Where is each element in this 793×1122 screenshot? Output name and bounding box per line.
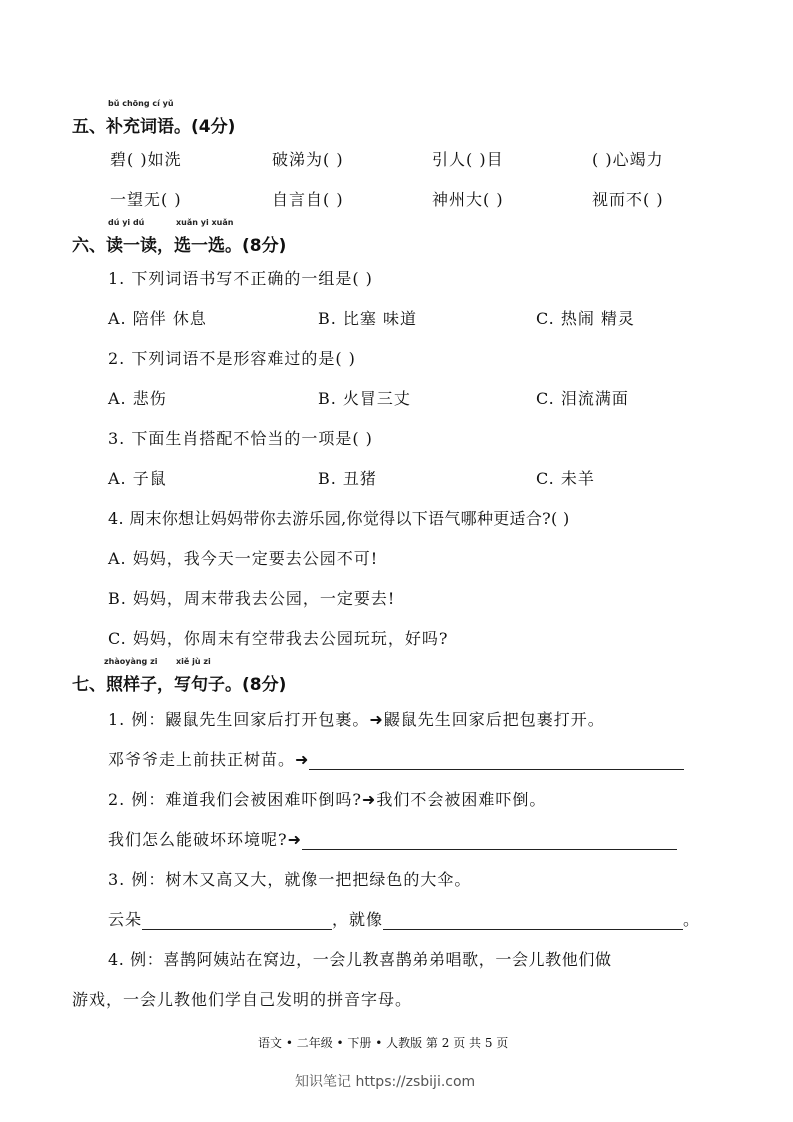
task-3: [108, 907, 700, 930]
title-word: 写句子: [174, 675, 225, 695]
s5-item-5: 一望无( ): [110, 190, 182, 209]
separator: ，: [157, 675, 174, 695]
task-2: [108, 827, 677, 850]
q4-option-a: A. 妈妈，我今天一定要去公园不可!: [108, 549, 379, 568]
q2: 2. 下列词语不是形容难过的是( ): [108, 349, 356, 368]
s5-item-1: 碧( )如洗: [110, 150, 182, 169]
answer-line-3b[interactable]: [383, 915, 683, 930]
title-word-with-pinyin: [174, 657, 225, 695]
q2-option-a: A. 悲伤: [108, 389, 167, 408]
q4-option-c: C. 妈妈，你周末有空带我去公园玩玩，好吗?: [108, 629, 449, 648]
q1-option-a: A. 陪伴 休息: [108, 309, 207, 328]
title-word: 照样子: [106, 675, 157, 695]
title-word-with-pinyin: [174, 218, 234, 256]
page-footer: 语文 • 二年级 • 下册 • 人教版 第 2 页 共 5 页: [258, 1036, 509, 1050]
example-2: 2. 例：难道我们会被困难吓倒吗?➜我们不会被困难吓倒。: [108, 790, 547, 809]
section-number: 七、: [72, 675, 106, 695]
q3-option-a: A. 子鼠: [108, 469, 167, 488]
section-6-title: [72, 218, 287, 256]
title-word: 补充词语: [106, 117, 174, 137]
section-7-title: [72, 657, 287, 695]
s5-item-6: 自言自( ): [272, 190, 344, 209]
task-1: [108, 747, 684, 770]
score: 。(8分): [225, 675, 287, 695]
pinyin: zhàoyàng zi: [104, 657, 158, 666]
task-3-start: 云朵: [108, 910, 143, 929]
answer-line-2[interactable]: [302, 835, 677, 850]
q2-option-b: B. 火冒三丈: [318, 389, 411, 408]
q4: 4. 周末你想让妈妈带你去游乐园,你觉得以下语气哪种更适合?( ): [108, 509, 570, 528]
q1-option-b: B. 比塞 味道: [318, 309, 418, 328]
separator: ，: [157, 236, 174, 256]
title-word-with-pinyin: [106, 99, 174, 137]
pinyin: xuǎn yi xuǎn: [176, 218, 234, 227]
q3-option-b: B. 丑猪: [318, 469, 377, 488]
task-1-prompt: 邓爷爷走上前扶正树苗。➜: [108, 750, 310, 769]
score: 。(4分): [174, 117, 236, 137]
s5-item-3: 引人( )目: [432, 150, 504, 169]
example-3: 3. 例：树木又高又大，就像一把把绿色的大伞。: [108, 870, 472, 889]
example-4-line-1: 4. 例：喜鹊阿姨站在窝边，一会儿教喜鹊弟弟唱歌，一会儿教他们做: [108, 950, 612, 969]
title-word: 选一选: [174, 236, 225, 256]
pinyin: dú yi dú: [108, 218, 145, 227]
task-3-middle: ，就像: [332, 910, 384, 929]
task-3-end: 。: [683, 910, 701, 929]
section-5-title: [72, 99, 236, 137]
score: 。(8分): [225, 236, 287, 256]
answer-line-3a[interactable]: [142, 915, 332, 930]
q1-option-c: C. 热闹 精灵: [536, 309, 635, 328]
answer-line-1[interactable]: [309, 755, 684, 770]
q4-option-b: B. 妈妈，周末带我去公园，一定要去!: [108, 589, 396, 608]
watermark: 知识笔记 https://zsbiji.com: [295, 1074, 476, 1090]
pinyin: xiě jù zi: [176, 657, 211, 666]
task-2-prompt: 我们怎么能破坏环境呢?➜: [108, 830, 302, 849]
example-1: 1. 例：鼹鼠先生回家后打开包裹。➜鼹鼠先生回家后把包裹打开。: [108, 710, 605, 729]
section-number: 五、: [72, 117, 106, 137]
s5-item-4: ( )心竭力: [592, 150, 664, 169]
q3: 3. 下面生肖搭配不恰当的一项是( ): [108, 429, 373, 448]
q1: 1. 下列词语书写不正确的一组是( ): [108, 269, 373, 288]
s5-item-2: 破涕为( ): [272, 150, 344, 169]
title-word-with-pinyin: [104, 657, 158, 695]
q2-option-c: C. 泪流满面: [536, 389, 629, 408]
section-number: 六、: [72, 236, 106, 256]
example-4-line-2: 游戏，一会儿教他们学自己发明的拼音字母。: [72, 990, 413, 1009]
title-word: 读一读: [106, 236, 157, 256]
title-word-with-pinyin: [106, 218, 157, 256]
s5-item-8: 视而不( ): [592, 190, 664, 209]
pinyin: bǔ chōng cí yǔ: [108, 99, 174, 108]
q3-option-c: C. 未羊: [536, 469, 595, 488]
s5-item-7: 神州大( ): [432, 190, 504, 209]
